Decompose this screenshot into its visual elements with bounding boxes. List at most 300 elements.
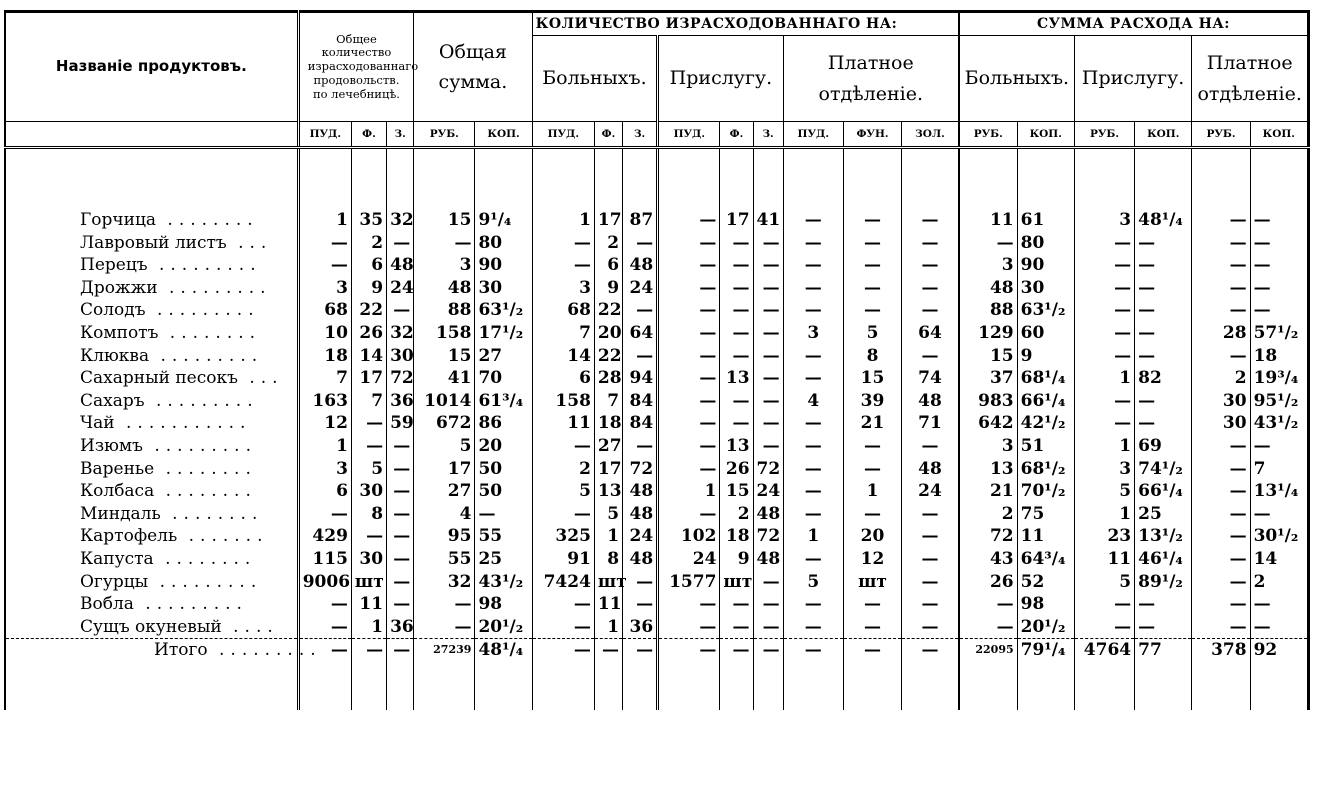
unit-kop: КОП. (1017, 122, 1074, 148)
value-cell: — (843, 277, 901, 300)
value-cell: 86 (475, 412, 532, 435)
value-cell: — (783, 616, 843, 639)
value-cell: — (902, 435, 959, 458)
value-cell: — (843, 616, 901, 639)
value-cell: — (298, 232, 351, 255)
value-cell: 63¹/₂ (475, 299, 532, 322)
value-cell: 27 (475, 345, 532, 368)
value-cell: 69 (1135, 435, 1192, 458)
value-cell: 15 (414, 345, 475, 368)
blank-cell (387, 148, 414, 210)
unit-pud: ПУД. (298, 122, 351, 148)
product-name-text: Картофель (80, 526, 178, 547)
value-cell: 48 (623, 548, 658, 571)
value-cell: — (658, 412, 720, 435)
value-cell: — (1074, 322, 1134, 345)
value-cell: — (1135, 254, 1192, 277)
value-cell: — (783, 345, 843, 368)
value-cell: 92 (1250, 639, 1308, 662)
dot-leader: ......... (147, 255, 262, 276)
value-cell: 11 (351, 593, 386, 616)
value-cell: 11 (1017, 525, 1074, 548)
value-cell: — (902, 503, 959, 526)
value-cell: 64 (623, 322, 658, 345)
value-cell: 9006 (298, 571, 351, 594)
value-cell: 70¹/₂ (1017, 480, 1074, 503)
value-cell: — (843, 639, 901, 662)
blank-cell (298, 148, 351, 210)
value-cell: 48 (959, 277, 1017, 300)
value-cell: 14 (1250, 548, 1308, 571)
value-cell: 9 (351, 277, 386, 300)
product-name-text: Компотъ (80, 322, 159, 343)
value-cell: 5 (783, 571, 843, 594)
value-cell: — (1192, 232, 1250, 255)
value-cell: — (902, 525, 959, 548)
blank-cell (1192, 148, 1250, 210)
value-cell: 158 (532, 390, 594, 413)
value-cell: 84 (623, 412, 658, 435)
value-cell: — (414, 232, 475, 255)
value-cell: — (843, 254, 901, 277)
value-cell: 66¹/₄ (1017, 390, 1074, 413)
value-cell: 28 (594, 367, 622, 390)
value-cell: 55 (475, 525, 532, 548)
value-cell: — (1192, 458, 1250, 481)
value-cell: 7 (298, 367, 351, 390)
dot-leader: ... (226, 232, 273, 253)
value-cell: 98 (1017, 593, 1074, 616)
value-cell: 8 (594, 548, 622, 571)
value-cell: 94 (623, 367, 658, 390)
table-row (5, 525, 1309, 548)
value-cell: 72 (753, 525, 783, 548)
blank-cell (1017, 148, 1074, 210)
value-cell: — (1135, 277, 1192, 300)
blank-cell (902, 662, 959, 710)
value-cell: — (623, 639, 658, 662)
value-cell: — (1250, 435, 1308, 458)
value-cell: 68¹/₂ (1017, 458, 1074, 481)
value-cell: — (1250, 209, 1308, 232)
value-cell: — (351, 525, 386, 548)
value-cell: 2 (594, 232, 622, 255)
value-cell: 24 (623, 277, 658, 300)
value-cell: 88 (414, 299, 475, 322)
value-cell: 30 (1192, 390, 1250, 413)
value-cell: — (1192, 299, 1250, 322)
value-cell: 3 (1074, 209, 1134, 232)
value-cell: — (658, 639, 720, 662)
value-cell: — (720, 345, 753, 368)
value-cell: 32 (387, 209, 414, 232)
header-unit-blank (5, 122, 298, 148)
product-name (5, 639, 322, 662)
value-cell: 26 (720, 458, 753, 481)
value-cell: 60 (1017, 322, 1074, 345)
value-cell: 1 (783, 525, 843, 548)
value-cell: 22095 (959, 639, 1017, 662)
value-cell: — (959, 616, 1017, 639)
product-name (5, 299, 298, 322)
value-cell: — (1135, 593, 1192, 616)
value-cell: 20 (475, 435, 532, 458)
value-cell: 1 (1074, 503, 1134, 526)
value-cell: 80 (1017, 232, 1074, 255)
unit-kop: КОП. (1135, 122, 1192, 148)
value-cell: — (753, 435, 783, 458)
value-cell: 21 (843, 412, 901, 435)
blank-cell (959, 148, 1017, 210)
value-cell: 35 (351, 209, 386, 232)
value-cell: 43¹/₂ (1250, 412, 1308, 435)
value-cell: — (902, 209, 959, 232)
value-cell: 129 (959, 322, 1017, 345)
dot-leader: ......... (157, 277, 272, 298)
value-cell: — (902, 345, 959, 368)
value-cell: 5 (351, 458, 386, 481)
total-row (5, 639, 1309, 662)
value-cell: 983 (959, 390, 1017, 413)
blank-cell (753, 148, 783, 210)
value-cell: 25 (1135, 503, 1192, 526)
value-cell: — (658, 503, 720, 526)
blank-cell (783, 662, 843, 710)
value-cell: 27239 (414, 639, 475, 662)
value-cell: 7 (1250, 458, 1308, 481)
value-cell: — (753, 639, 783, 662)
value-cell: 66¹/₄ (1135, 480, 1192, 503)
blank-cell (1135, 148, 1192, 210)
value-cell: 36 (387, 616, 414, 639)
value-cell: 24 (387, 277, 414, 300)
value-cell: 68 (532, 299, 594, 322)
value-cell: 1 (532, 209, 594, 232)
dot-leader: ....... (177, 526, 269, 547)
blank-cell (1192, 662, 1250, 710)
value-cell: 72 (753, 458, 783, 481)
value-cell: 10 (298, 322, 351, 345)
product-name-text: Огурцы (80, 571, 149, 592)
value-cell: 61 (1017, 209, 1074, 232)
value-cell: — (959, 593, 1017, 616)
value-cell: — (902, 616, 959, 639)
value-cell: — (1074, 593, 1134, 616)
value-cell: — (658, 232, 720, 255)
table-row (5, 299, 1309, 322)
value-cell: 57¹/₂ (1250, 322, 1308, 345)
value-cell: — (658, 616, 720, 639)
value-cell: 4 (783, 390, 843, 413)
value-cell: 90 (475, 254, 532, 277)
value-cell: — (1135, 345, 1192, 368)
product-name (5, 525, 298, 548)
value-cell: 3 (783, 322, 843, 345)
value-cell: — (658, 458, 720, 481)
table-row (5, 277, 1309, 300)
value-cell: 72 (387, 367, 414, 390)
value-cell: 15 (843, 367, 901, 390)
value-cell: 2 (959, 503, 1017, 526)
value-cell: — (1135, 412, 1192, 435)
value-cell: 11 (959, 209, 1017, 232)
product-name (5, 277, 298, 300)
value-cell: 15 (720, 480, 753, 503)
value-cell: — (902, 548, 959, 571)
value-cell: — (1192, 503, 1250, 526)
value-cell: 75 (1017, 503, 1074, 526)
value-cell: — (783, 277, 843, 300)
value-cell: 17 (351, 367, 386, 390)
product-name (5, 345, 298, 368)
dot-leader: ........ (154, 481, 257, 502)
unit-z: З. (387, 122, 414, 148)
value-cell: 48¹/₄ (475, 639, 532, 662)
value-cell: — (1250, 503, 1308, 526)
value-cell: 28 (1192, 322, 1250, 345)
value-cell: — (720, 390, 753, 413)
value-cell: 80 (475, 232, 532, 255)
value-cell: 23 (1074, 525, 1134, 548)
dot-leader: ......... (145, 300, 260, 321)
value-cell: 42¹/₂ (1017, 412, 1074, 435)
value-cell: — (1074, 299, 1134, 322)
table-body (5, 148, 1309, 710)
value-cell: — (1074, 232, 1134, 255)
value-cell: 61³/₄ (475, 390, 532, 413)
value-cell: — (843, 458, 901, 481)
value-cell: — (1135, 299, 1192, 322)
value-cell: 22 (351, 299, 386, 322)
value-cell: 48¹/₄ (1135, 209, 1192, 232)
value-cell: 27 (594, 435, 622, 458)
value-cell: — (1250, 277, 1308, 300)
value-cell: 2 (1192, 367, 1250, 390)
value-cell: — (658, 254, 720, 277)
value-cell: — (720, 593, 753, 616)
value-cell: — (720, 412, 753, 435)
value-cell: 1 (594, 525, 622, 548)
value-cell: — (658, 209, 720, 232)
value-cell: 70 (475, 367, 532, 390)
value-cell: — (902, 232, 959, 255)
value-cell: 6 (532, 367, 594, 390)
value-cell: 22 (594, 345, 622, 368)
product-name-text: Сущъ окуневый (80, 616, 222, 637)
value-cell: 48 (623, 480, 658, 503)
value-cell: 48 (902, 390, 959, 413)
value-cell: — (720, 299, 753, 322)
value-cell: — (387, 435, 414, 458)
value-cell: — (351, 435, 386, 458)
value-cell: 13 (959, 458, 1017, 481)
value-cell: — (658, 367, 720, 390)
table-row (5, 503, 1309, 526)
value-cell: — (387, 593, 414, 616)
value-cell: — (658, 593, 720, 616)
blank-cell (1017, 662, 1074, 710)
dot-leader: ........ (160, 503, 264, 524)
value-cell: 3 (1074, 458, 1134, 481)
value-cell: 4764 (1074, 639, 1134, 662)
value-cell: шт (843, 571, 901, 594)
value-cell: 1 (298, 435, 351, 458)
value-cell: 6 (298, 480, 351, 503)
table-row (5, 480, 1309, 503)
value-cell: 1 (1074, 435, 1134, 458)
value-cell: — (783, 548, 843, 571)
product-name (5, 616, 298, 639)
value-cell: 11 (594, 593, 622, 616)
value-cell: 43¹/₂ (475, 571, 532, 594)
blank-row (5, 662, 1309, 710)
value-cell: — (298, 254, 351, 277)
blank-cell (623, 662, 658, 710)
dot-leader: ......... (144, 390, 259, 411)
value-cell: — (532, 232, 594, 255)
value-cell: 30 (1192, 412, 1250, 435)
value-cell: — (298, 616, 351, 639)
value-cell: 52 (1017, 571, 1074, 594)
value-cell: — (783, 232, 843, 255)
dot-leader: ........ (156, 210, 259, 230)
blank-cell (959, 662, 1017, 710)
value-cell: 24 (902, 480, 959, 503)
product-name (5, 209, 298, 232)
value-cell: — (387, 571, 414, 594)
unit-pud: ПУД. (532, 122, 594, 148)
value-cell: — (1192, 480, 1250, 503)
value-cell: — (532, 616, 594, 639)
value-cell: — (1074, 277, 1134, 300)
table-row (5, 254, 1309, 277)
unit-kop: КОП. (1250, 122, 1308, 148)
table-row (5, 593, 1309, 616)
value-cell: — (843, 299, 901, 322)
value-cell: — (532, 639, 594, 662)
value-cell: 37 (959, 367, 1017, 390)
blank-cell (753, 662, 783, 710)
value-cell: 48 (902, 458, 959, 481)
value-cell: — (902, 571, 959, 594)
value-cell: 3 (959, 254, 1017, 277)
value-cell: 6 (351, 254, 386, 277)
value-cell: 158 (414, 322, 475, 345)
value-cell: 17 (594, 209, 622, 232)
unit-rub: РУБ. (959, 122, 1017, 148)
value-cell: 59 (387, 412, 414, 435)
value-cell: 39 (843, 390, 901, 413)
value-cell: 378 (1192, 639, 1250, 662)
value-cell: 18 (298, 345, 351, 368)
value-cell: 5 (594, 503, 622, 526)
value-cell: — (351, 639, 386, 662)
value-cell: 642 (959, 412, 1017, 435)
value-cell: 25 (475, 548, 532, 571)
value-cell: 429 (298, 525, 351, 548)
value-cell: — (1135, 616, 1192, 639)
value-cell: 98 (475, 593, 532, 616)
blank-cell (475, 148, 532, 210)
value-cell: — (783, 412, 843, 435)
unit-f: Ф. (594, 122, 622, 148)
blank-cell (1250, 662, 1308, 710)
value-cell: 48 (414, 277, 475, 300)
product-name-text: Солодъ (80, 300, 146, 321)
value-cell: 36 (623, 616, 658, 639)
value-cell: — (753, 412, 783, 435)
value-cell: — (1250, 593, 1308, 616)
table-row (5, 616, 1309, 639)
value-cell: — (1192, 525, 1250, 548)
value-cell: — (1192, 209, 1250, 232)
value-cell: 89¹/₂ (1135, 571, 1192, 594)
value-cell: — (623, 571, 658, 594)
value-cell: — (532, 435, 594, 458)
value-cell: 1 (658, 480, 720, 503)
header-sum-servants: Прислугу. (1074, 36, 1191, 122)
value-cell: 20 (843, 525, 901, 548)
value-cell: — (753, 616, 783, 639)
value-cell: — (753, 322, 783, 345)
blank-cell (658, 148, 720, 210)
value-cell: 1 (298, 209, 351, 232)
blank-cell (532, 662, 594, 710)
value-cell: — (623, 345, 658, 368)
unit-rub: РУБ. (1192, 122, 1250, 148)
value-cell: — (1135, 390, 1192, 413)
value-cell: 17 (414, 458, 475, 481)
value-cell: — (658, 322, 720, 345)
product-name-text: Чай (80, 413, 115, 434)
value-cell: 84 (623, 390, 658, 413)
value-cell: 27 (414, 480, 475, 503)
value-cell: — (843, 435, 901, 458)
value-cell: 9 (1017, 345, 1074, 368)
value-cell: — (414, 593, 475, 616)
unit-z: З. (753, 122, 783, 148)
value-cell: 79¹/₄ (1017, 639, 1074, 662)
product-name (5, 412, 298, 435)
product-name-text: Варенье (80, 458, 155, 479)
value-cell: — (783, 458, 843, 481)
value-cell: — (1074, 412, 1134, 435)
value-cell: — (843, 209, 901, 232)
value-cell: 102 (658, 525, 720, 548)
product-name (5, 593, 298, 616)
value-cell: 3 (298, 458, 351, 481)
blank-cell (902, 148, 959, 210)
product-name (5, 322, 298, 345)
blank-cell (5, 148, 298, 210)
table-row (5, 367, 1309, 390)
value-cell: 88 (959, 299, 1017, 322)
value-cell: — (387, 503, 414, 526)
product-name (5, 367, 298, 390)
value-cell: 2 (351, 232, 386, 255)
value-cell: 13¹/₂ (1135, 525, 1192, 548)
value-cell: 1577 (658, 571, 720, 594)
value-cell: — (783, 480, 843, 503)
value-cell: 63¹/₂ (1017, 299, 1074, 322)
value-cell: — (902, 277, 959, 300)
value-cell: 32 (387, 322, 414, 345)
blank-cell (351, 662, 386, 710)
value-cell: — (1192, 435, 1250, 458)
value-cell: 11 (532, 412, 594, 435)
unit-rub: РУБ. (414, 122, 475, 148)
value-cell: 24 (658, 548, 720, 571)
